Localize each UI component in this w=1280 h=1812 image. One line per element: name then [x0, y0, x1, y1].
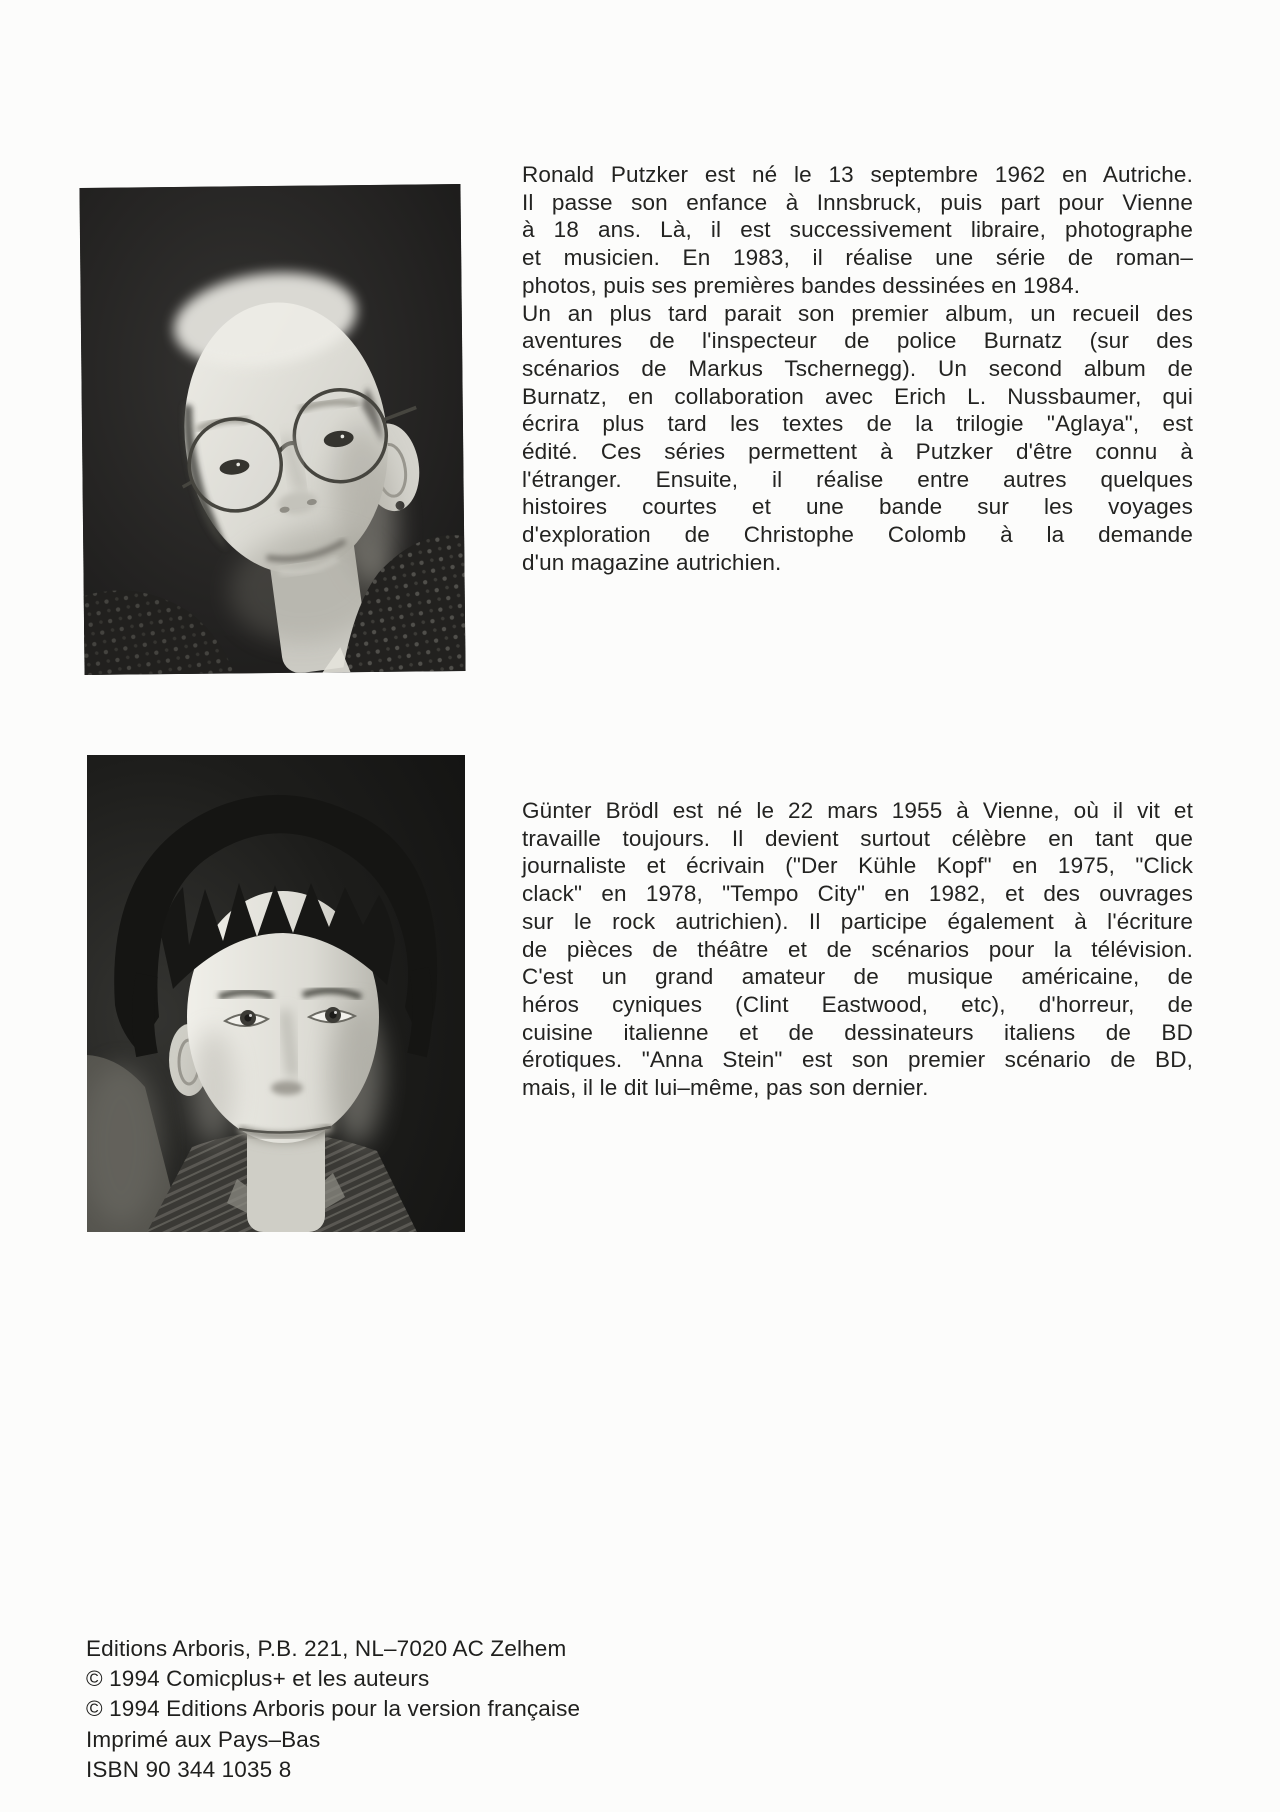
bio-line: Il passe son enfance à Innsbruck, puis part pour Vienne	[522, 189, 1193, 215]
portrait-photo-ronald-putzker	[79, 184, 465, 675]
bio-gunter-brodl	[522, 797, 1193, 1102]
printed-in-line: Imprimé aux Pays–Bas	[86, 1726, 321, 1752]
bio-line: scénarios de Markus Tschernegg). Un second album de	[522, 355, 1193, 381]
bio-line: l'étranger. Ensuite, il réalise entre autres quelques	[522, 466, 1193, 492]
publisher-address: Editions Arboris, P.B. 221, NL–7020 AC Zelhem	[86, 1636, 567, 1661]
bio-line: mais, il le dit lui–même, pas son dernier.	[522, 1075, 929, 1101]
bio-line: journaliste et écrivain ("Der Kühle Kopf" en 1975, "Click	[522, 853, 1193, 879]
bio-line: cuisine italienne et de dessinateurs italiens de BD	[522, 1019, 1193, 1045]
bio-line: Burnatz, en collaboration avec Erich L. Nussbaumer, qui	[522, 383, 1193, 409]
bio-line: d'exploration de Christophe Colomb à la demande	[522, 522, 1193, 548]
bio-line: sur le rock autrichien). Il participe également à l'écriture	[522, 908, 1193, 934]
bio-line: de pièces de théâtre et de scénarios pour la télévision.	[522, 936, 1193, 962]
colophon	[86, 1634, 580, 1785]
isbn-line: ISBN 90 344 1035 8	[86, 1756, 292, 1782]
bio-line: histoires courtes et une bande sur les voyages	[522, 494, 1193, 520]
bio-line: Günter Brödl est né le 22 mars 1955 à Vienne, où il vit et	[522, 798, 1193, 823]
copyright-line-french-edition: © 1994 Editions Arboris pour la version française	[86, 1696, 581, 1722]
bio-line: clack" en 1978, "Tempo City" en 1982, et des ouvrages	[522, 881, 1193, 907]
bio-line: d'un magazine autrichien.	[522, 549, 782, 575]
bio-line: édité. Ces séries permettent à Putzker d'être connu à	[522, 439, 1193, 465]
portrait-brodl-illustration	[87, 755, 465, 1232]
bio-line: érotiques. "Anna Stein" est son premier scénario de BD,	[522, 1047, 1193, 1073]
bio-line: héros cyniques (Clint Eastwood, etc), d'horreur, de	[522, 991, 1193, 1017]
bio-line: Ronald Putzker est né le 13 septembre 1962 en Autriche.	[522, 162, 1193, 187]
copyright-line: © 1994 Comicplus+ et les auteurs	[86, 1666, 430, 1692]
bio-line: C'est un grand amateur de musique américaine, de	[522, 964, 1193, 990]
portrait-putzker-illustration	[79, 184, 465, 675]
bio-line: photos, puis ses premières bandes dessinées en 1984.	[522, 272, 1081, 298]
bio-line: écrira plus tard les textes de la trilogie "Aglaya", est	[522, 411, 1193, 437]
portrait-photo-gunter-brodl	[87, 755, 465, 1232]
bio-line: à 18 ans. Là, il est successivement libraire, photographe	[522, 217, 1193, 243]
bio-line: travaille toujours. Il devient surtout célèbre en tant que	[522, 825, 1193, 851]
bio-line: aventures de l'inspecteur de police Burnatz (sur des	[522, 328, 1193, 354]
bio-line: Un an plus tard parait son premier album, un recueil des	[522, 300, 1193, 326]
bio-line: et musicien. En 1983, il réalise une série de roman–	[522, 245, 1193, 271]
bio-ronald-putzker	[522, 161, 1193, 577]
